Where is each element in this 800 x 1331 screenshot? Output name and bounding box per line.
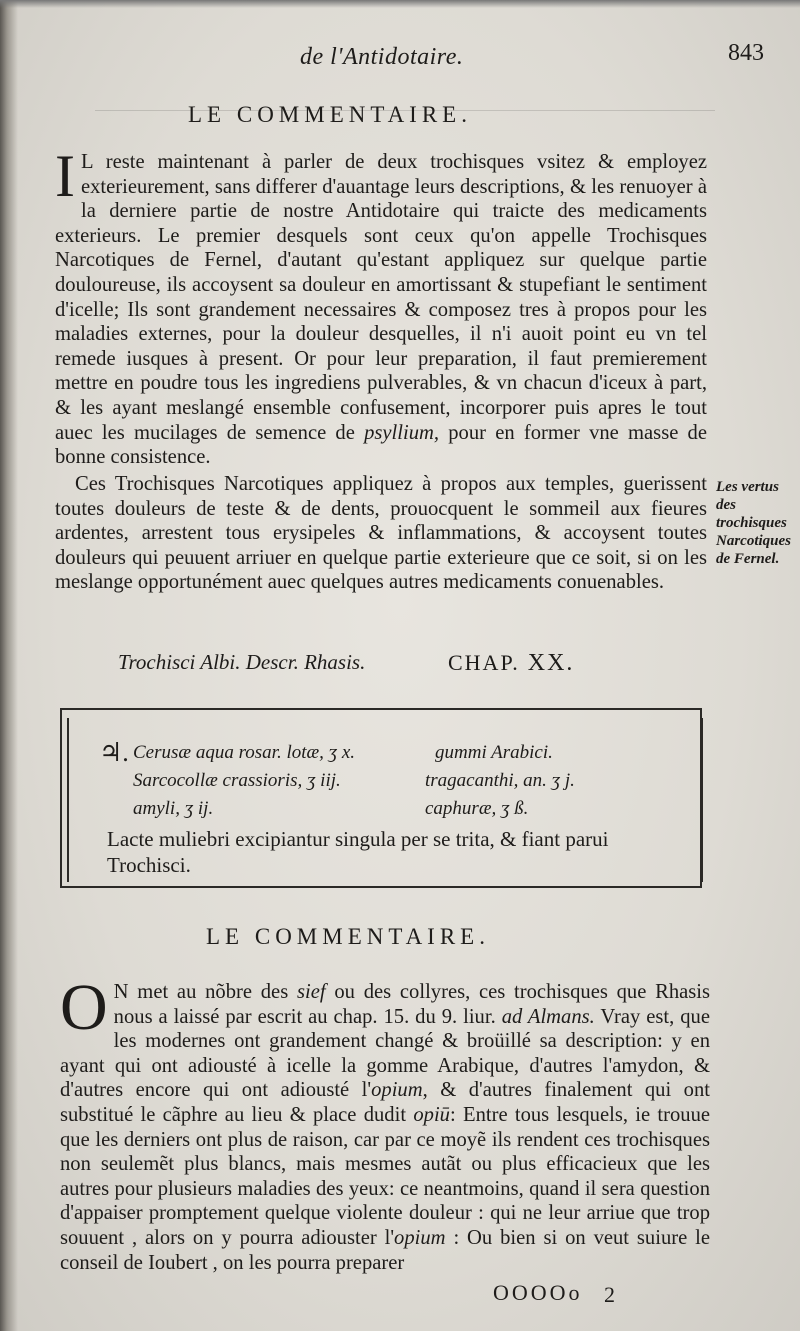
p3-t5: : Entre tous lesquels, ie trouue que les derniers ont plus de raison, car par ce moyẽ ils rendent ces trochisques non seulemẽt plus blancs, mais mesmes autãt ou plus efficacieux que les autres pour plusieurs maladies des yeux: ce neantmoins, quand il sera question d'appaiser promptement quelque violente douleur : qui ne leur arriue que trop souuent , alors on y pourra adiouster l' bbox=[60, 1103, 711, 1249]
chapter-number: XX. bbox=[527, 650, 575, 676]
p3-t6: : Ou bien si on veut suiure le conseil de Ioubert , on les pourra preparer bbox=[60, 1226, 710, 1274]
ingredient: amyli, ʒ ij. bbox=[133, 798, 214, 819]
paragraph-3 bbox=[60, 971, 711, 1275]
top-edge-shadow bbox=[0, 0, 800, 8]
paragraph-1-text-b: pour en former vne masse de bonne consistence. bbox=[55, 421, 707, 469]
ingredient: Cerusæ aqua rosar. lotæ, ʒ x. bbox=[133, 742, 356, 763]
chapter-label: CHAP. bbox=[448, 650, 520, 675]
drop-cap-o: O bbox=[60, 971, 108, 1044]
section-heading-2: LE COMMENTAIRE. bbox=[206, 924, 490, 949]
catchword: OOOOo bbox=[493, 1280, 583, 1305]
paragraph-2: Ces Trochisques Narcotiques appliquez à propos aux temples, guerissent toutes douleurs de teste & de dents, prouocquent le sommeil aux fieures ardentes, arrestent tous erysipeles & inflammations, & accoysent toutes douleurs qui peuuent arriuer en quelque partie exterieure que ce soit, si on les meslange opportunément auec quelques autres medicaments conuenables. bbox=[55, 473, 707, 594]
page-number: 843 bbox=[728, 40, 764, 66]
running-head: de l'Antidotaire. bbox=[300, 44, 464, 70]
ingredient: gummi Arabici. bbox=[435, 742, 553, 763]
drop-cap-i: I bbox=[55, 143, 75, 209]
p3-i3: opium bbox=[371, 1079, 423, 1102]
chapter-title: Trochisci Albi. Descr. Rhasis. bbox=[118, 650, 366, 674]
p3-t2: ou des collyres, ces trochisques que Rhasis nous a laissé par escrit au chap. 15. du 9. liur. bbox=[113, 981, 711, 1028]
ingredient: Sarcocollæ crassioris, ʒ iij. bbox=[133, 770, 341, 791]
ingredient: tragacanthi, an. ʒ j. bbox=[425, 770, 575, 791]
paragraph-1 bbox=[55, 143, 707, 470]
p3-t1: N met au nõbre des bbox=[113, 981, 289, 1003]
gutter-shadow bbox=[0, 0, 18, 1331]
recipe-instruction: Lacte muliebri excipiantur singula per se trita, & fiant parui Trochisci. bbox=[107, 827, 609, 877]
signature-mark: 2 bbox=[604, 1282, 615, 1307]
p3-i2: ad Almans. bbox=[501, 1005, 595, 1028]
p3-t4: , & d'autres finalement qui ont substitué le cãphre au lieu & place dudit bbox=[60, 1079, 710, 1126]
p3-i1: sief bbox=[296, 981, 326, 1003]
jupiter-recipe-icon: ♃. bbox=[99, 738, 129, 767]
recipe-inner-frame bbox=[67, 718, 703, 882]
margin-note: Les vertus des trochisques Narcotiques de Fernel. bbox=[716, 479, 791, 567]
p3-t3: Vray est, que les modernes ont grandement changé & broüillé sa description: y en ayant qui ont adiousté à icelle la gomme Arabique, d'autres l'amydon, & d'autres encore qui ont adiousté l' bbox=[60, 1005, 710, 1102]
chapter-label-wrap bbox=[448, 650, 574, 677]
ingredient: caphuræ, ʒ ß. bbox=[425, 798, 529, 819]
p3-i4: opiū bbox=[413, 1103, 450, 1126]
section-heading-1: LE COMMENTAIRE. bbox=[188, 102, 472, 127]
paragraph-1-italic: psyllium, bbox=[364, 421, 440, 444]
paragraph-1-text-a: L reste maintenant à parler de deux trochisques vsitez & employez exterieurement, sans differer d'auantage leurs descriptions, & les renuoyer à la derniere partie de nostre Antidotaire qui traicte des medicaments exterieurs. Le premier desquels sont ceux qu'on appelle Trochisques Narcotiques de Fernel, d'autant qu'estant appliquez sur quelque partie douloureuse, ils accoysent sa douleur en amortissant & stupefiant le sentiment d'icelle; Ils sont grandement necessaires & composez tres à propos pour les maladies externes, pour la douleur desquelles, il n'i auoit point eu vn tel remede iusques à present. Or pour leur preparation, il faut premierement mettre en poudre tous les ingrediens pulverables, & vn chacun d'iceux à part, & les ayant meslangé ensemble confusement, incorporer puis apres le tout auec les mucilages de semence de bbox=[55, 151, 707, 444]
chapter-heading bbox=[118, 650, 678, 675]
recipe-box bbox=[60, 708, 702, 888]
p3-i5: opium bbox=[394, 1226, 446, 1249]
